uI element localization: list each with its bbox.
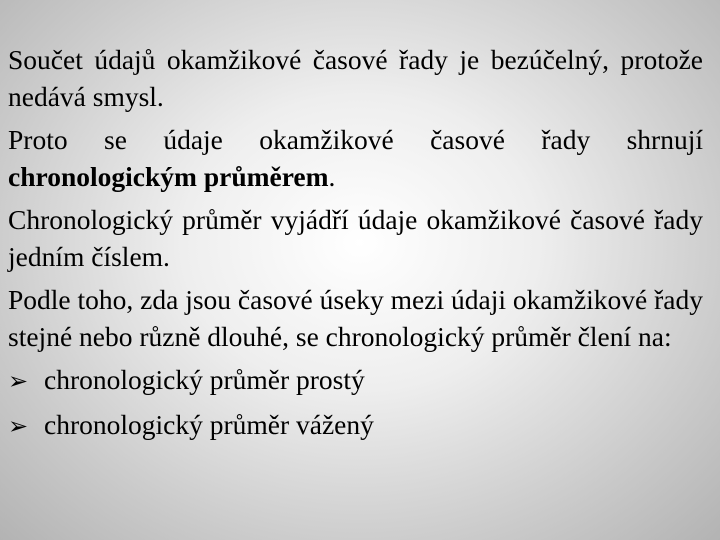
paragraph-division [8,281,703,355]
paragraph-text-after: . [328,161,336,192]
bullet-text: chronologický průměr vážený [44,409,374,440]
paragraph-text-before: Proto se údaje okamžikové časové řady shrnují [8,124,703,155]
paragraph-text: Součet údajů okamžikové časové řady je bezúčelný, protože nedává smysl. [8,44,703,112]
paragraph-chronological-mean [8,121,703,195]
bullet-text: chronologický průměr prostý [44,364,365,395]
bullet-item-weighted [8,406,703,445]
bold-term: chronologickým průměrem [8,161,329,192]
paragraph-single-number [8,201,703,275]
arrow-bullet-icon: ➢ [8,367,29,395]
arrow-bullet-icon: ➢ [8,412,29,440]
paragraph-text: Chronologický průměr vyjádří údaje okamžikové časové řady jedním číslem. [8,204,703,272]
paragraph-sum-pointless [8,41,703,115]
paragraph-text: Podle toho, zda jsou časové úseky mezi údaji okamžikové řady stejné nebo různě dlouhé, se chronologický průměr člení na: [8,284,703,352]
bullet-item-simple [8,361,703,400]
